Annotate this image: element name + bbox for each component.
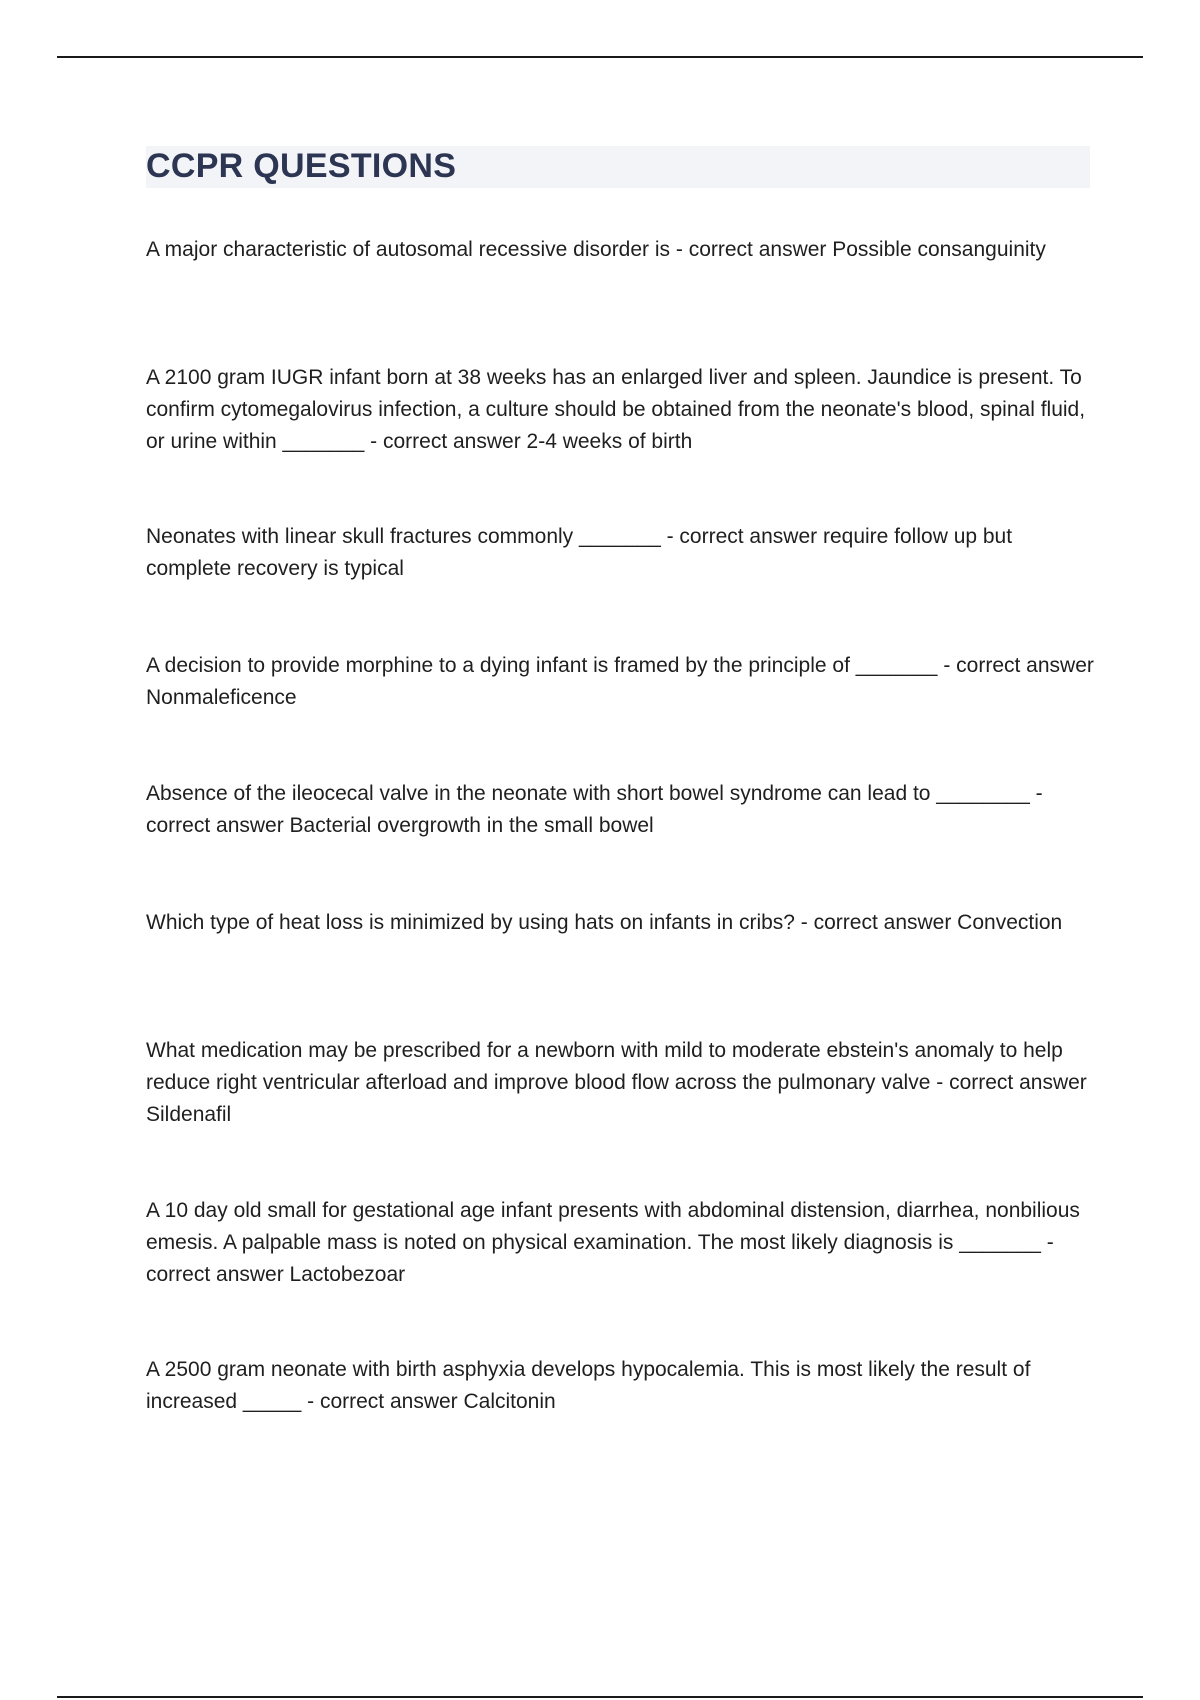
top-rule [57,56,1143,58]
question-answer-1: A major characteristic of autosomal recessive disorder is - correct answer Possible consanguinity [146,238,1046,261]
bottom-rule [57,1696,1143,1698]
question-answer-4: A decision to provide morphine to a dying infant is framed by the principle of _______ - correct answer Nonmaleficence [146,654,1094,709]
question-answer-9: A 2500 gram neonate with birth asphyxia develops hypocalemia. This is most likely the result of increased _____ - correct answer Calcitonin [146,1358,1031,1413]
page-title: CCPR QUESTIONS [146,147,457,185]
question-answer-7: What medication may be prescribed for a newborn with mild to moderate ebstein's anomaly to help reduce right ventricular afterload and improve blood flow across the pulmonary valve - correct answer Sildenafil [146,1039,1087,1126]
question-answer-3: Neonates with linear skull fractures commonly _______ - correct answer require follow up but complete recovery is typical [146,525,1013,580]
question-answer-2: A 2100 gram IUGR infant born at 38 weeks has an enlarged liver and spleen. Jaundice is present. To confirm cytomegalovirus infection, a culture should be obtained from the neonate's blood, spinal fluid, or urine within _______ - correct answer 2-4 weeks of birth [146,366,1086,453]
question-answer-6: Which type of heat loss is minimized by using hats on infants in cribs? - correct answer Convection [146,911,1063,934]
question-answer-5: Absence of the ileocecal valve in the neonate with short bowel syndrome can lead to ________ - correct answer Bacterial overgrowth in the small bowel [146,782,1043,837]
question-answer-8: A 10 day old small for gestational age infant presents with abdominal distension, diarrhea, nonbilious emesis. A palpable mass is noted on physical examination. The most likely diagnosis is _______ - correct answer Lactobezoar [146,1199,1080,1286]
